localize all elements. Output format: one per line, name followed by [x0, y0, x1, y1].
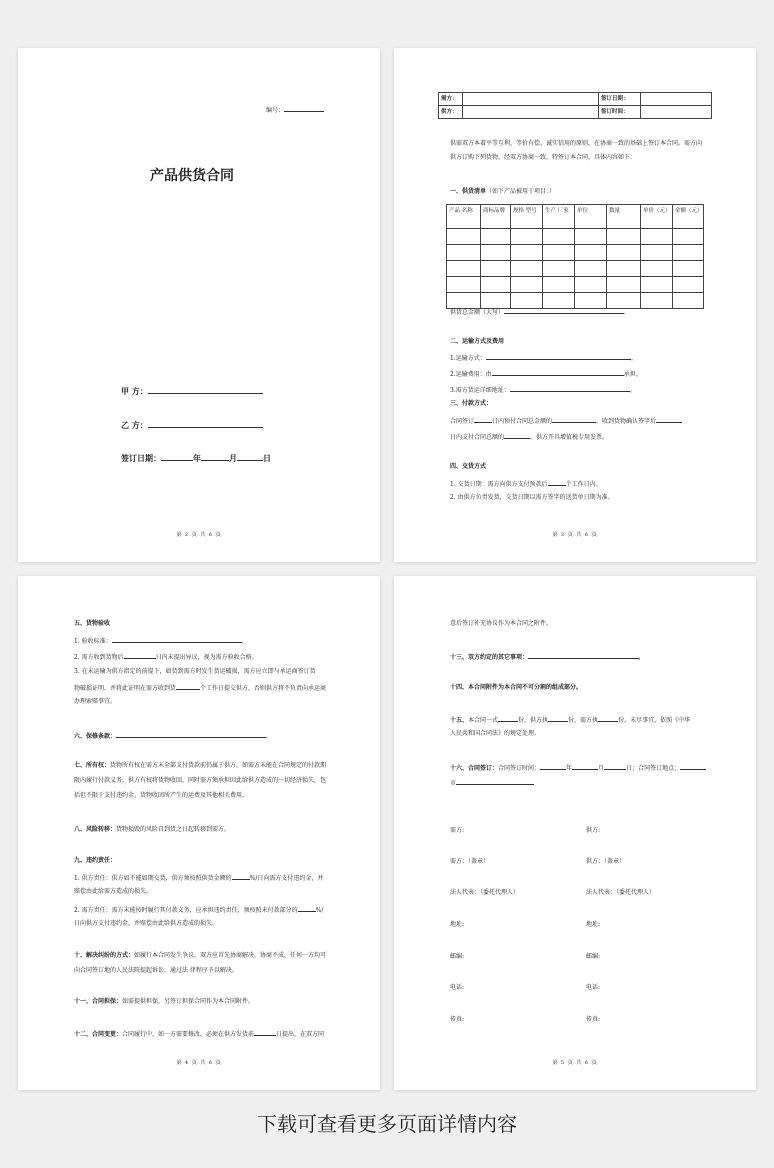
dispute-text: 如履行本合同发生争议，双方应首先协商解决，协商不成，任何一方均可: [134, 952, 327, 959]
page-footer: 第 2 页 共 6 页: [176, 532, 222, 538]
delivery-line-1: [450, 479, 602, 489]
payment-text: 合同签订: [450, 418, 475, 425]
continuation-text: 意后签订补充协议作为本合同之附件。: [450, 620, 553, 627]
contract-change: [74, 1029, 324, 1039]
acceptance-3-l1: 3. 在未运输为供方指定的前提下，如货到需方时发生货运破损，需方应立即与承运商签订货: [74, 668, 316, 675]
party-b-row: [121, 420, 263, 431]
supply-table-header: [447, 205, 704, 229]
supply-phone: 电话:: [586, 984, 601, 991]
blank-line: [112, 636, 242, 643]
supply-list-table: [446, 204, 704, 309]
section-2-title: 二、运输方式及费用: [450, 338, 505, 345]
day-label: 日: [263, 453, 271, 463]
payment-text: 日内支付合同总额的: [450, 434, 505, 441]
month-line: [201, 454, 229, 461]
section-16-title: 十六、合同签订：: [450, 765, 499, 772]
blank-line: [552, 416, 596, 423]
col-header: 单位: [575, 205, 607, 229]
table-row: [447, 245, 704, 261]
section-12-title: 十二、合同变更：: [74, 1031, 123, 1038]
delivery-address-label: 3.需方货运详细地址：: [450, 387, 510, 394]
contract-number-label: 编号：: [266, 107, 285, 114]
supply-signature: 供方:: [586, 827, 601, 834]
section-6-title: 六、保修条款：: [74, 733, 117, 740]
section-1-heading: [450, 188, 555, 196]
other-matters: 十三、双方约定的其它事项： 。: [450, 654, 645, 661]
col-header: 金额（元）: [673, 205, 704, 229]
sign-date-label: 签订日期：: [121, 453, 161, 463]
blank-line: [498, 715, 518, 722]
transport-method-row: 1.运输方式： 。: [450, 355, 637, 362]
year-line: [161, 454, 193, 461]
table-row: [447, 277, 704, 293]
col-header: 产品 名称: [447, 205, 481, 229]
guarantee: [74, 998, 254, 1006]
blank-line: [176, 683, 200, 690]
section-3-title: 三、付款方式：: [450, 400, 493, 407]
demand-address: 地址:: [450, 921, 465, 928]
signing-text: 市: [450, 780, 457, 787]
transport-fee-line: [492, 369, 624, 376]
breach-text: %/日向需方支付违约金，并: [249, 875, 324, 882]
section-1-note: （如下产品被用于项目：）: [486, 188, 556, 195]
blank-line: [116, 731, 266, 738]
demand-postcode: 邮编:: [450, 953, 465, 960]
contract-number: [266, 105, 324, 115]
supply-fax: 传真:: [586, 1016, 601, 1023]
demand-seal: 需方：（盖章）: [450, 858, 490, 865]
signing-info-l2: [450, 778, 534, 788]
signing-text: 月: [598, 765, 605, 772]
party-a-label: 甲 方：: [121, 386, 148, 396]
payment-text: ，供方开具增值税专用发票。: [530, 434, 609, 441]
ownership-l1: [74, 762, 326, 770]
blank-line: [604, 763, 626, 770]
copies-l1: [450, 715, 690, 725]
parties-table: [438, 92, 712, 119]
payment-line-1: [450, 416, 682, 426]
party-a-row: [121, 386, 263, 397]
demand-fax: 传真:: [450, 1016, 465, 1023]
section-11-title: 十一、合同担保：: [74, 998, 123, 1005]
delivery-text: 个工作日内。: [565, 481, 602, 488]
sign-date-value: [641, 93, 712, 106]
acceptance-2: [74, 652, 258, 662]
table-row: [447, 261, 704, 277]
delivery-text: 1. 交货日期：需方向供方支付预款后: [450, 481, 548, 488]
risk-text: 货物损毁的风险自到货之日起转移到需方。: [116, 826, 231, 833]
download-caption[interactable]: 下载可查看更多页面详情内容: [257, 1112, 517, 1136]
blank-line: [124, 652, 156, 659]
transport-method-line: [486, 353, 631, 360]
party-b-line: [148, 421, 263, 428]
section-15-title: 十五、: [450, 717, 469, 724]
contract-number-line: [284, 105, 324, 112]
copies-text: 份，供方执: [518, 717, 549, 724]
change-text: 日提出，在双方同: [276, 1031, 325, 1038]
transport-method-label: 1.运输方式：: [450, 355, 486, 362]
guarantee-text: 如需提供担保，另签订担保合同作为本合同附件。: [122, 998, 255, 1005]
party-a-line: [148, 387, 263, 394]
blank-line: [232, 873, 250, 880]
signing-info-l1: [450, 763, 706, 773]
supply-label: 供方：: [439, 106, 463, 119]
payment-text: ，收到货物确认签字后: [596, 418, 657, 425]
acceptance-text: 2. 需方收到货物后: [74, 654, 124, 661]
signing-text: 合同签订时间：: [498, 765, 541, 772]
table-row: [447, 229, 704, 245]
demand-phone: 电话:: [450, 984, 465, 991]
day-line: [237, 454, 263, 461]
blank-line: [598, 715, 618, 722]
warranty-row: 六、保修条款： 。: [74, 733, 273, 740]
blank-line: [298, 905, 316, 912]
blank-line: [680, 763, 706, 770]
acceptance-3-l3: 办理索赔事宜。: [74, 698, 117, 705]
supply-legal-rep: 法人代表：（委托代理人）: [586, 889, 656, 896]
blank-line: [504, 432, 530, 439]
section-8-title: 八、风险转移：: [74, 826, 117, 833]
breach-text: 2. 需方责任：需方未能按时履行其付款义务，应承担违约责任，须按照未付款部分的: [74, 907, 298, 914]
blank-line: [548, 479, 566, 486]
total-amount-label: 供货总金额（大写）: [450, 309, 505, 316]
dispute-l2: 向合同签订地的人民法院提起诉讼，通过法 律程序予以解决。: [74, 967, 238, 974]
party-b-label: 乙 方：: [121, 420, 148, 430]
demand-value: [463, 93, 599, 106]
breach-2-l1: [74, 905, 323, 915]
col-header: 单价（元）: [641, 205, 673, 229]
supply-seal: 供方：（盖章）: [586, 858, 626, 865]
signing-text: 年: [566, 765, 573, 772]
transport-fee-tail: 承担。: [623, 371, 642, 378]
page-footer: 第 4 页 共 6 页: [176, 1060, 222, 1066]
ownership-l2: 限内履行付款义务，供方有权将货物收回，同时需方须承担因此给供方造成的一切经济损失，包: [74, 777, 327, 784]
page-title: 产品供货合同: [150, 168, 234, 184]
blank-line: [656, 416, 682, 423]
supply-address: 地址:: [586, 921, 601, 928]
sign-date-label: 签订日期：: [599, 93, 641, 106]
blank-line: [456, 778, 534, 785]
col-header: 规格 型号: [511, 205, 543, 229]
section-13-title: 十三、双方约定的其它事项：: [450, 654, 529, 661]
total-amount-row: 供货总金额（大写） .: [450, 309, 626, 316]
acceptance-text: 物破损证明，并将此证明在需方收到货: [74, 685, 177, 692]
transport-fee-row: [450, 369, 642, 379]
section-10-title: 十、解决纠纷的方式：: [74, 952, 135, 959]
section-4-title: 四、交货方式: [450, 463, 487, 470]
ownership-text: 货物所有权在需方未全部支付货款前仍属于供方。如需方未能在合同规定的付款期: [110, 762, 327, 769]
page-footer: 第 5 页 共 6 页: [552, 1060, 598, 1066]
acceptance-3-l2: [74, 683, 326, 693]
page-acceptance: [18, 576, 380, 1090]
page-supply-list: [394, 48, 756, 562]
month-label: 月: [229, 453, 237, 463]
sign-time-value: [641, 106, 712, 119]
acceptance-text: 1. 验收标准：: [74, 638, 112, 645]
dispute-l1: [74, 952, 326, 960]
section-5-title: 五、货物验收: [74, 620, 111, 627]
blank-line: [572, 763, 598, 770]
blank-line: [548, 715, 568, 722]
breach-2-l2: 日向供方支付违约金，并赔偿由此给供方造成的损失。: [74, 920, 219, 927]
copies-l2: 人民共和国合同法》的规定处理。: [450, 730, 541, 737]
col-header: 商标品牌: [481, 205, 511, 229]
acceptance-text: 个工作日提交供方，否则供方将不负责向承运商: [200, 685, 327, 692]
intro-line-2: 供方订购下列货物，经双方协商一致，特签订本合同，具体内容如下：: [450, 154, 637, 161]
supply-value: [463, 106, 599, 119]
copies-text: 份。未尽事宜，依照《中华: [618, 717, 691, 724]
breach-text: 1. 供方责任：供方如不能如期交货，供方须按照供货金额的: [74, 875, 232, 882]
intro-line-1: 供需双方本着平等互利、等价有偿、诚实信用的原则，在协商一致的基础上签订本合同。需方向: [450, 140, 703, 147]
demand-legal-rep: 法人代表：（委托代理人）: [450, 889, 520, 896]
delivery-line-2: 2. 由供方负责发货，交货日期以需方签字的送货单日期为准。: [450, 494, 614, 501]
delivery-address-row: 3.需方货运详细地址： 。: [450, 387, 636, 394]
copies-text: 本合同一式: [468, 717, 499, 724]
risk-transfer: [74, 826, 230, 834]
col-header: 生产 厂家: [543, 205, 575, 229]
year-label: 年: [193, 453, 201, 463]
payment-line-2: [450, 432, 608, 442]
section-9-title: 九、违约责任：: [74, 857, 117, 864]
blank-line: [528, 652, 638, 659]
breach-text: %/: [315, 907, 324, 914]
section-7-title: 七、所有权：: [74, 762, 111, 769]
sign-time-label: 签订时间：: [599, 106, 641, 119]
blank-line: [540, 763, 566, 770]
breach-1-l1: [74, 873, 323, 883]
page-cover: [18, 48, 380, 562]
transport-fee-label: 2.运输费用：由: [450, 371, 492, 378]
breach-1-l2: 赔偿由此给需方造成的损失。: [74, 888, 153, 895]
blank-line: [254, 1029, 276, 1036]
section-1-title: 一、供货清单: [450, 188, 487, 195]
copies-text: 份，需方执: [568, 717, 599, 724]
page-signatures: [394, 576, 756, 1090]
demand-label: 需方：: [439, 93, 463, 106]
sign-date-row: [121, 453, 271, 464]
col-header: 数量: [607, 205, 641, 229]
supply-postcode: 邮编:: [586, 953, 601, 960]
payment-text: 日内预付合同总金额的: [492, 418, 553, 425]
page-footer: 第 3 页 共 6 页: [552, 532, 598, 538]
acceptance-1: 1. 验收标准： 。: [74, 638, 248, 645]
signing-text: 日；合同签订地点：: [626, 765, 681, 772]
section-14-title: 十四、本合同附件为本合同不可分割的组成部分。: [450, 684, 583, 691]
blank-line: [474, 416, 492, 423]
ownership-l3: 括但不限于支付违约金、货物收回所产生的运费及其他相关费用。: [74, 792, 249, 799]
total-amount-line: [504, 307, 624, 314]
acceptance-text: 日内未提出异议，视为需方验收合格。: [155, 654, 258, 661]
delivery-address-line: [510, 385, 630, 392]
change-text: 合同履行中，如一方需要修改，必须在供方发货前: [122, 1031, 255, 1038]
demand-signature: 需方:: [450, 827, 465, 834]
